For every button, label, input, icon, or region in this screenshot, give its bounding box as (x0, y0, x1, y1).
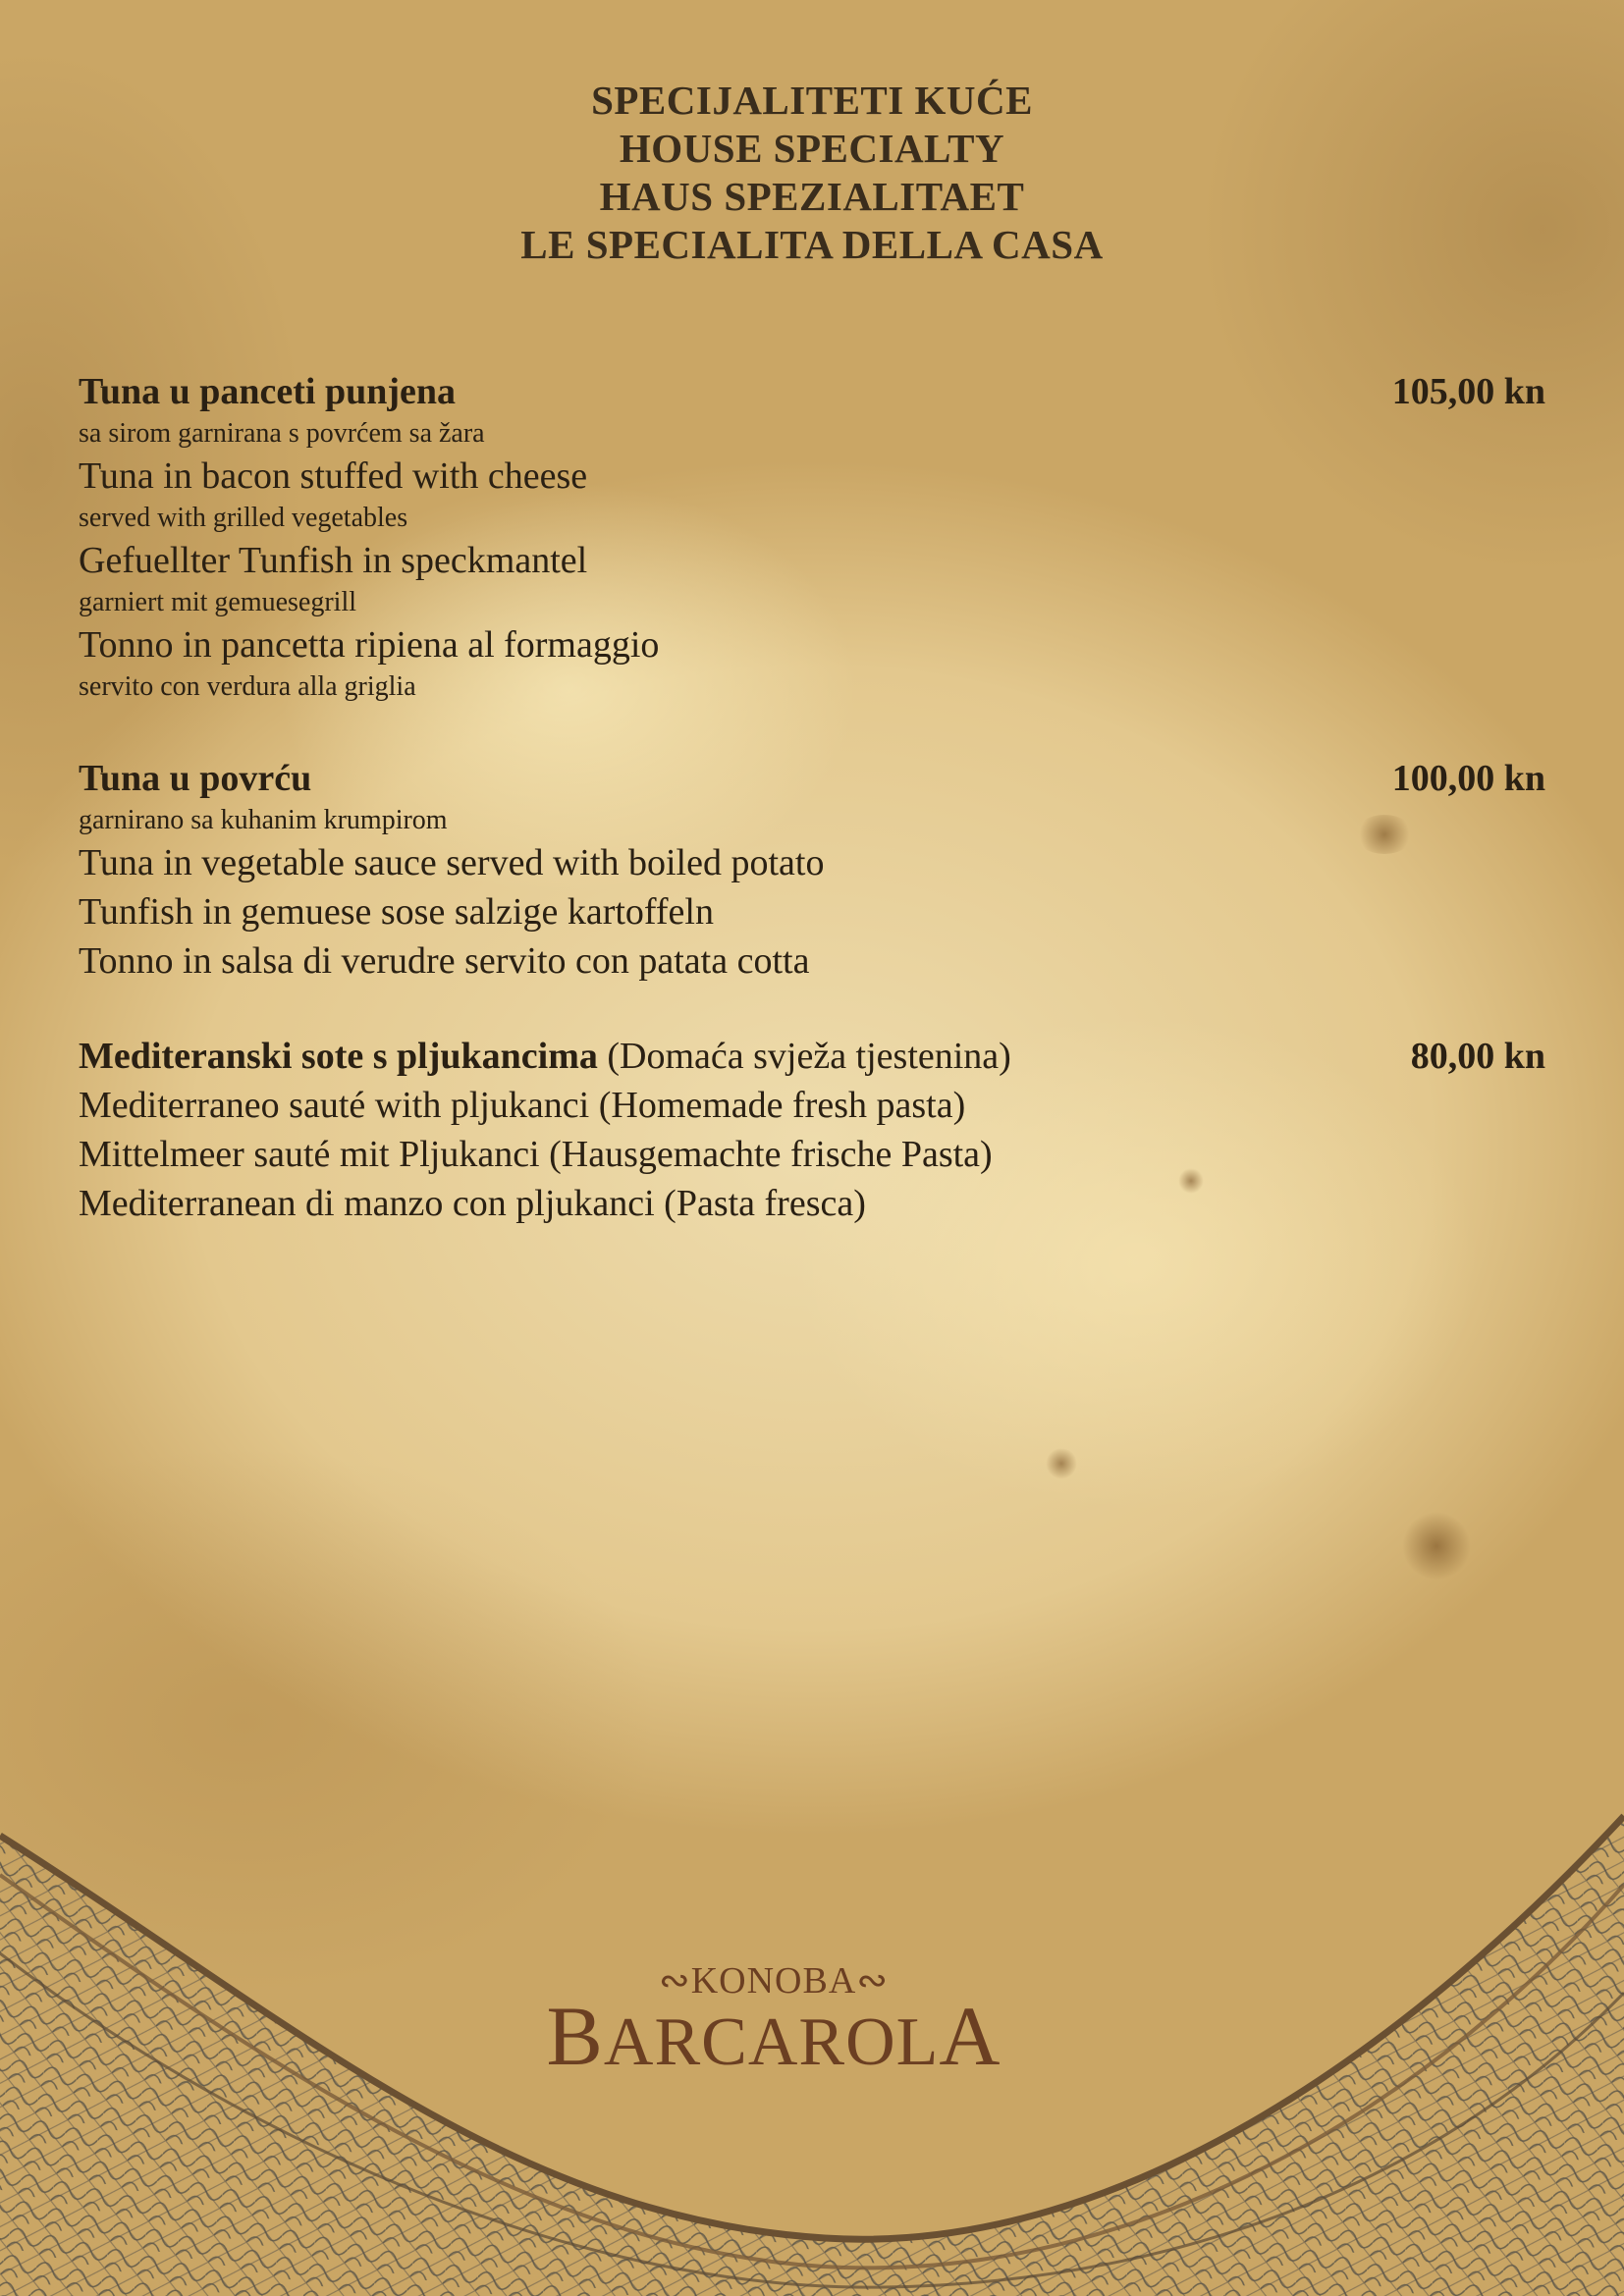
logo-middle: ARCAROL (603, 2004, 940, 2080)
logo-flourish-right: ∾ (856, 1960, 890, 2002)
menu-item (79, 1034, 1545, 1226)
item-price: 80,00 kn (1410, 1036, 1545, 1077)
item-name-de: Mittelmeer sauté mit Pljukanci (Hausgemachte frische Pasta) (79, 1134, 993, 1175)
logo-top (543, 1961, 1004, 2001)
title-de: HAUS SPEZIALITAET (599, 174, 1025, 219)
logo-final: A (939, 1989, 1001, 2083)
stain-decoration (1046, 1448, 1077, 1479)
item-name-de: Tunfish in gemuese sose salzige kartoffeln (79, 891, 714, 933)
item-desc-it: servito con verdura alla griglia (79, 671, 416, 702)
item-price: 105,00 kn (1391, 371, 1545, 412)
title-en: HOUSE SPECIALTY (619, 126, 1005, 171)
item-name-note: (Domaća svježa tjestenina) (607, 1036, 1011, 1077)
logo-flourish-left: ∾ (658, 1960, 691, 2002)
title-it: LE SPECIALITA DELLA CASA (520, 222, 1104, 267)
section-title (0, 77, 1624, 269)
item-desc-en: served with grilled vegetables (79, 503, 408, 533)
item-desc-hr: sa sirom garnirana s povrćem sa žara (79, 418, 485, 449)
item-name-de: Gefuellter Tunfish in speckmantel (79, 540, 588, 581)
logo-top-text: KONOBA (690, 1960, 857, 2002)
item-name-en: Tuna in vegetable sauce served with boiled potato (79, 842, 825, 883)
item-name (79, 1034, 1545, 1079)
title-hr: SPECIJALITETI KUĆE (591, 78, 1033, 123)
menu-item (79, 756, 1545, 984)
item-name-text: Tuna u panceti punjena (79, 371, 457, 412)
item-desc-de: garniert mit gemuesegrill (79, 587, 357, 617)
menu-item (79, 369, 1545, 707)
item-name-en: Tuna in bacon stuffed with cheese (79, 455, 588, 497)
stain-decoration (1402, 1512, 1471, 1580)
item-name-it: Tonno in salsa di verudre servito con patata cotta (79, 940, 810, 982)
logo-initial: B (546, 1989, 604, 2083)
restaurant-logo (543, 1960, 1004, 2083)
item-name (79, 369, 1545, 414)
item-name-it: Mediterranean di manzo con pljukanci (Pasta fresca) (79, 1183, 866, 1224)
item-name-it: Tonno in pancetta ripiena al formaggio (79, 624, 660, 666)
logo-name (543, 1989, 1004, 2083)
item-name (79, 756, 1545, 801)
item-price: 100,00 kn (1391, 758, 1545, 799)
item-name-en: Mediterraneo sauté with pljukanci (Homemade fresh pasta) (79, 1085, 966, 1126)
item-name-text: Mediteranski sote s pljukancima (79, 1036, 598, 1077)
item-desc-hr: garnirano sa kuhanim krumpirom (79, 805, 448, 835)
item-name-text: Tuna u povrću (79, 758, 312, 799)
